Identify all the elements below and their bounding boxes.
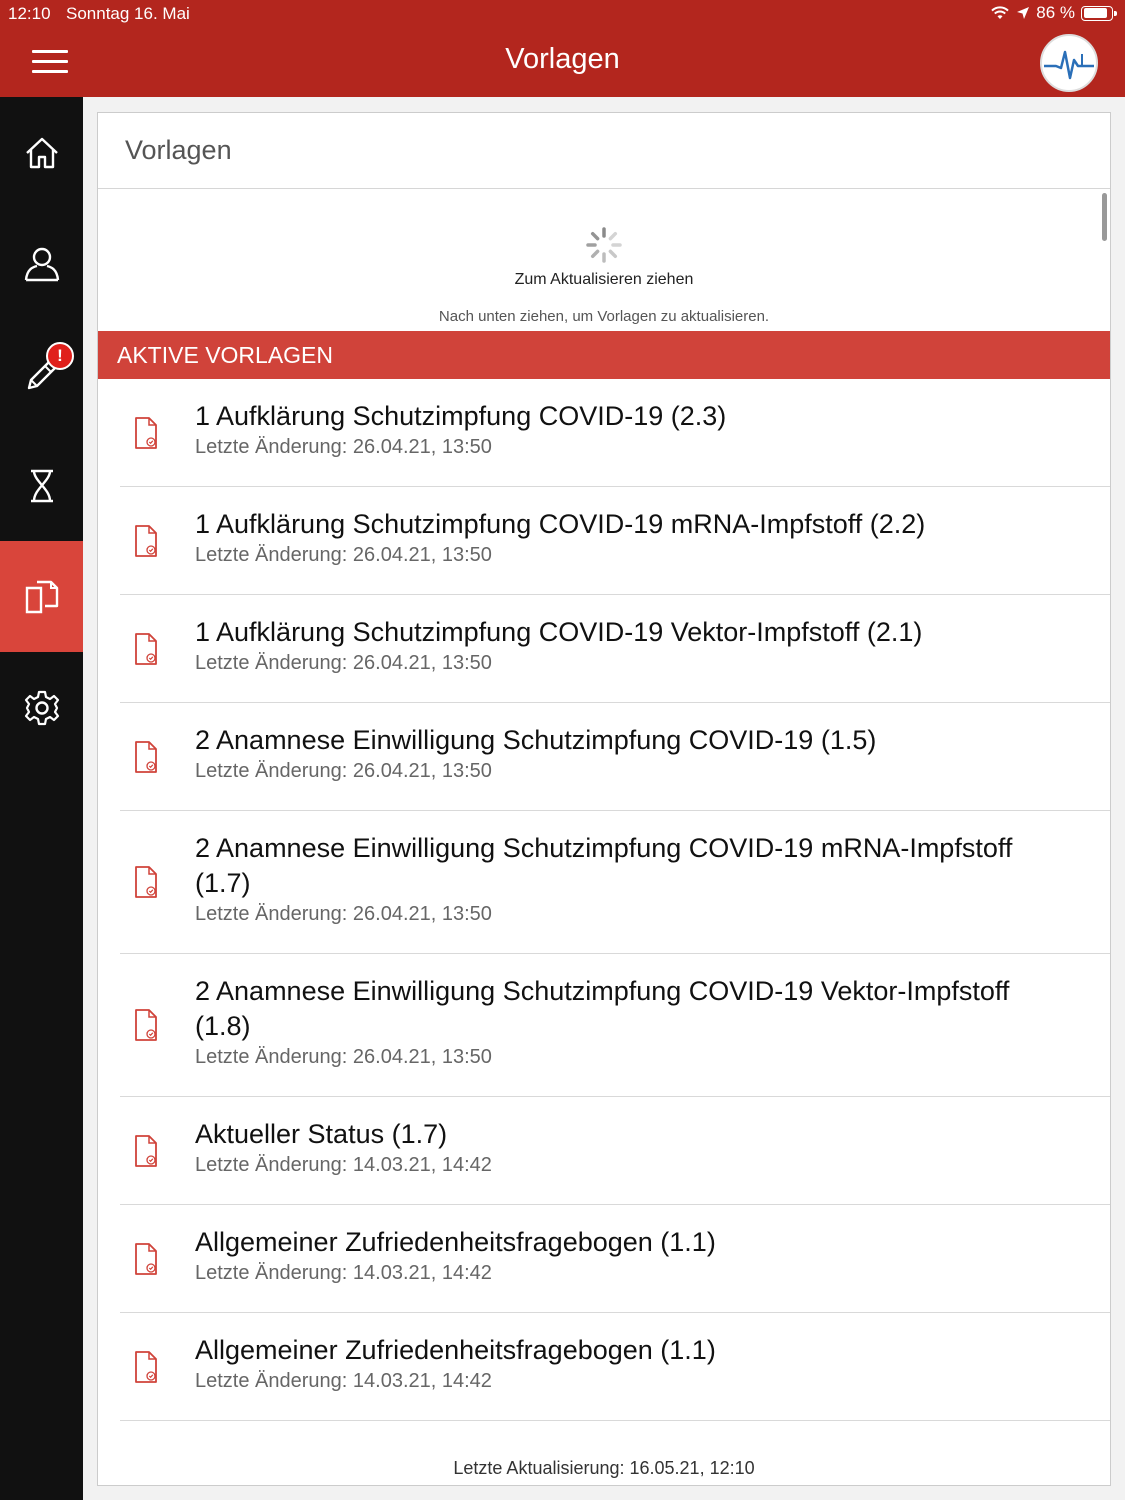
- item-title: 2 Anamnese Einwilligung Schutzimpfung COVID-19 mRNA-Impfstoff (1.7): [195, 833, 1013, 898]
- panel-header: [98, 113, 1110, 189]
- sidebar-item-patient[interactable]: [0, 208, 83, 319]
- heartbeat-logo-icon: [1042, 36, 1096, 90]
- item-subtitle: Letzte Änderung: 26.04.21, 13:50: [195, 652, 492, 674]
- item-subtitle: Letzte Änderung: 14.03.21, 14:42: [195, 1154, 492, 1176]
- item-title: Allgemeiner Zufriedenheitsfragebogen (1.1): [195, 1335, 716, 1365]
- top-bar: [0, 0, 1125, 97]
- list-item[interactable]: [120, 1097, 1111, 1205]
- battery-percent: 86 %: [1036, 3, 1075, 22]
- documents-icon: [23, 578, 61, 616]
- status-indicators: [990, 3, 1113, 23]
- list-item[interactable]: [120, 703, 1111, 811]
- document-icon: [134, 866, 158, 898]
- sidebar-item-pending[interactable]: [0, 430, 83, 541]
- list-item[interactable]: [120, 595, 1111, 703]
- notification-badge: !: [46, 342, 74, 370]
- battery-icon: [1081, 6, 1113, 21]
- document-icon: [134, 1009, 158, 1041]
- document-icon: [134, 1135, 158, 1167]
- item-subtitle: Letzte Änderung: 26.04.21, 13:50: [195, 544, 492, 566]
- sidebar-item-templates[interactable]: [0, 541, 83, 652]
- sidebar-item-settings[interactable]: [0, 652, 83, 763]
- templates-panel: [97, 112, 1111, 1486]
- item-title: Allgemeiner Zufriedenheitsfragebogen (1.1): [195, 1227, 716, 1257]
- pull-to-refresh-hint: Nach unten ziehen, um Vorlagen zu aktualisieren.: [438, 308, 770, 325]
- loading-spinner-icon: [584, 225, 624, 265]
- document-icon: [134, 1243, 158, 1275]
- item-subtitle: Letzte Änderung: 14.03.21, 14:42: [195, 1262, 492, 1284]
- item-subtitle: Letzte Änderung: 26.04.21, 13:50: [195, 760, 492, 782]
- hourglass-icon: [23, 467, 61, 505]
- item-subtitle: Letzte Änderung: 14.03.21, 14:42: [195, 1370, 492, 1392]
- scrollbar[interactable]: [1102, 193, 1107, 241]
- document-icon: [134, 525, 158, 557]
- list-item[interactable]: [120, 1313, 1111, 1421]
- location-arrow-icon: [1016, 6, 1030, 20]
- app-logo[interactable]: [1040, 34, 1098, 92]
- item-subtitle: Letzte Änderung: 26.04.21, 13:50: [195, 903, 492, 925]
- last-update-status: Letzte Aktualisierung: 16.05.21, 12:10: [453, 1458, 755, 1478]
- item-subtitle: Letzte Änderung: 26.04.21, 13:50: [195, 436, 492, 458]
- sidebar-item-home[interactable]: [0, 97, 83, 208]
- list-item[interactable]: [120, 379, 1111, 487]
- sidebar: [0, 97, 83, 1500]
- status-time: 12:10: [8, 4, 51, 23]
- item-title: Aktueller Status (1.7): [195, 1119, 448, 1149]
- list-item[interactable]: [120, 811, 1111, 954]
- item-title: 1 Aufklärung Schutzimpfung COVID-19 (2.3): [195, 401, 727, 431]
- gear-icon: [23, 689, 61, 727]
- list-item[interactable]: [120, 1205, 1111, 1313]
- home-icon: [23, 134, 61, 172]
- status-date: Sonntag 16. Mai: [66, 4, 190, 23]
- user-icon: [23, 245, 61, 283]
- document-icon: [134, 417, 158, 449]
- item-title: 1 Aufklärung Schutzimpfung COVID-19 Vektor-Impfstoff (2.1): [195, 617, 923, 647]
- section-header-active-templates: AKTIVE VORLAGEN: [98, 331, 1111, 379]
- list-item[interactable]: [120, 487, 1111, 595]
- item-subtitle: Letzte Änderung: 26.04.21, 13:50: [195, 1046, 492, 1068]
- document-icon: [134, 741, 158, 773]
- item-title: 1 Aufklärung Schutzimpfung COVID-19 mRNA-Impfstoff (2.2): [195, 509, 926, 539]
- sidebar-item-edit[interactable]: [0, 319, 83, 430]
- list-item[interactable]: [120, 954, 1111, 1097]
- document-icon: [134, 633, 158, 665]
- item-title: 2 Anamnese Einwilligung Schutzimpfung COVID-19 (1.5): [195, 725, 877, 755]
- pull-to-refresh-label: Zum Aktualisieren ziehen: [514, 271, 694, 288]
- wifi-icon: [990, 6, 1010, 21]
- app-title: Vorlagen: [505, 43, 620, 75]
- panel-title: Vorlagen: [125, 135, 232, 165]
- document-icon: [134, 1351, 158, 1383]
- template-list: [98, 379, 1111, 1421]
- item-title: 2 Anamnese Einwilligung Schutzimpfung COVID-19 Vektor-Impfstoff (1.8): [195, 976, 1010, 1041]
